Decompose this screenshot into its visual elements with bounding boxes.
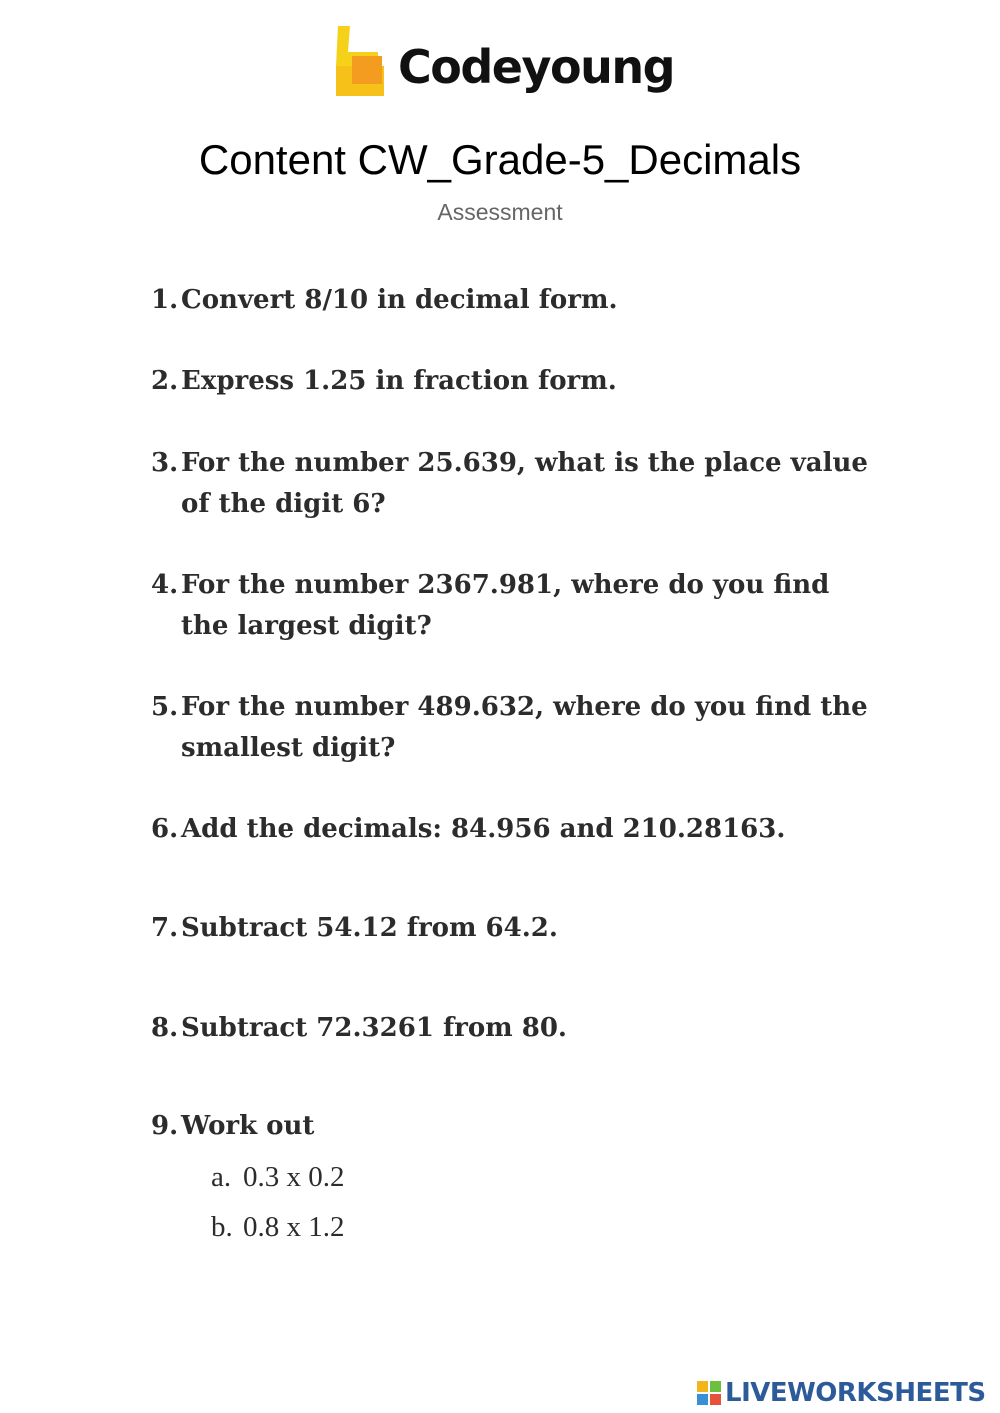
question-number: 3. xyxy=(151,448,179,478)
question-number: 2. xyxy=(151,366,179,396)
question-text: Work out xyxy=(181,1111,315,1141)
sub-question-text: 0.3 x 0.2 xyxy=(243,1161,345,1193)
sub-question-letter: b. xyxy=(211,1211,233,1243)
question-number: 5. xyxy=(151,692,179,722)
question-text: For the number 25.639, what is the place value of the digit 6? xyxy=(181,448,868,519)
question-text: Subtract 72.3261 from 80. xyxy=(181,1013,567,1043)
question-number: 6. xyxy=(151,814,179,844)
question-7 xyxy=(151,908,881,949)
question-text: For the number 489.632, where do you find the smallest digit? xyxy=(181,692,868,763)
question-9 xyxy=(151,1106,881,1147)
question-text: Subtract 54.12 from 64.2. xyxy=(181,913,558,943)
question-number: 8. xyxy=(151,1013,179,1043)
codeyoung-logo-mark-icon xyxy=(330,26,388,98)
question-text: Add the decimals: 84.956 and 210.28163. xyxy=(181,814,786,844)
page-title: Content CW_Grade-5_Decimals xyxy=(198,136,802,183)
question-text: Convert 8/10 in decimal form. xyxy=(181,285,618,315)
sub-question-b xyxy=(211,1209,345,1245)
sub-question-a xyxy=(211,1159,345,1195)
sub-question-text: 0.8 x 1.2 xyxy=(243,1211,345,1243)
liveworksheets-logo-icon xyxy=(697,1381,721,1405)
question-number: 1. xyxy=(151,285,179,315)
question-text: Express 1.25 in fraction form. xyxy=(181,366,617,396)
question-2 xyxy=(151,361,881,402)
question-number: 7. xyxy=(151,913,179,943)
page-subtitle: Assessment xyxy=(437,199,563,225)
question-number: 4. xyxy=(151,570,179,600)
question-6 xyxy=(151,809,881,850)
codeyoung-logo xyxy=(330,26,690,106)
question-4 xyxy=(151,565,881,647)
question-3 xyxy=(151,443,881,525)
question-1 xyxy=(151,280,881,321)
liveworksheets-footer xyxy=(697,1377,997,1409)
question-5 xyxy=(151,687,881,769)
sub-question-letter: a. xyxy=(211,1161,232,1193)
question-text: For the number 2367.981, where do you find the largest digit? xyxy=(181,570,830,641)
logo-wordmark: Codeyoung xyxy=(398,40,674,94)
footer-brand: LIVEWORKSHEETS xyxy=(725,1378,986,1408)
question-number: 9. xyxy=(151,1111,179,1141)
question-8 xyxy=(151,1008,881,1049)
